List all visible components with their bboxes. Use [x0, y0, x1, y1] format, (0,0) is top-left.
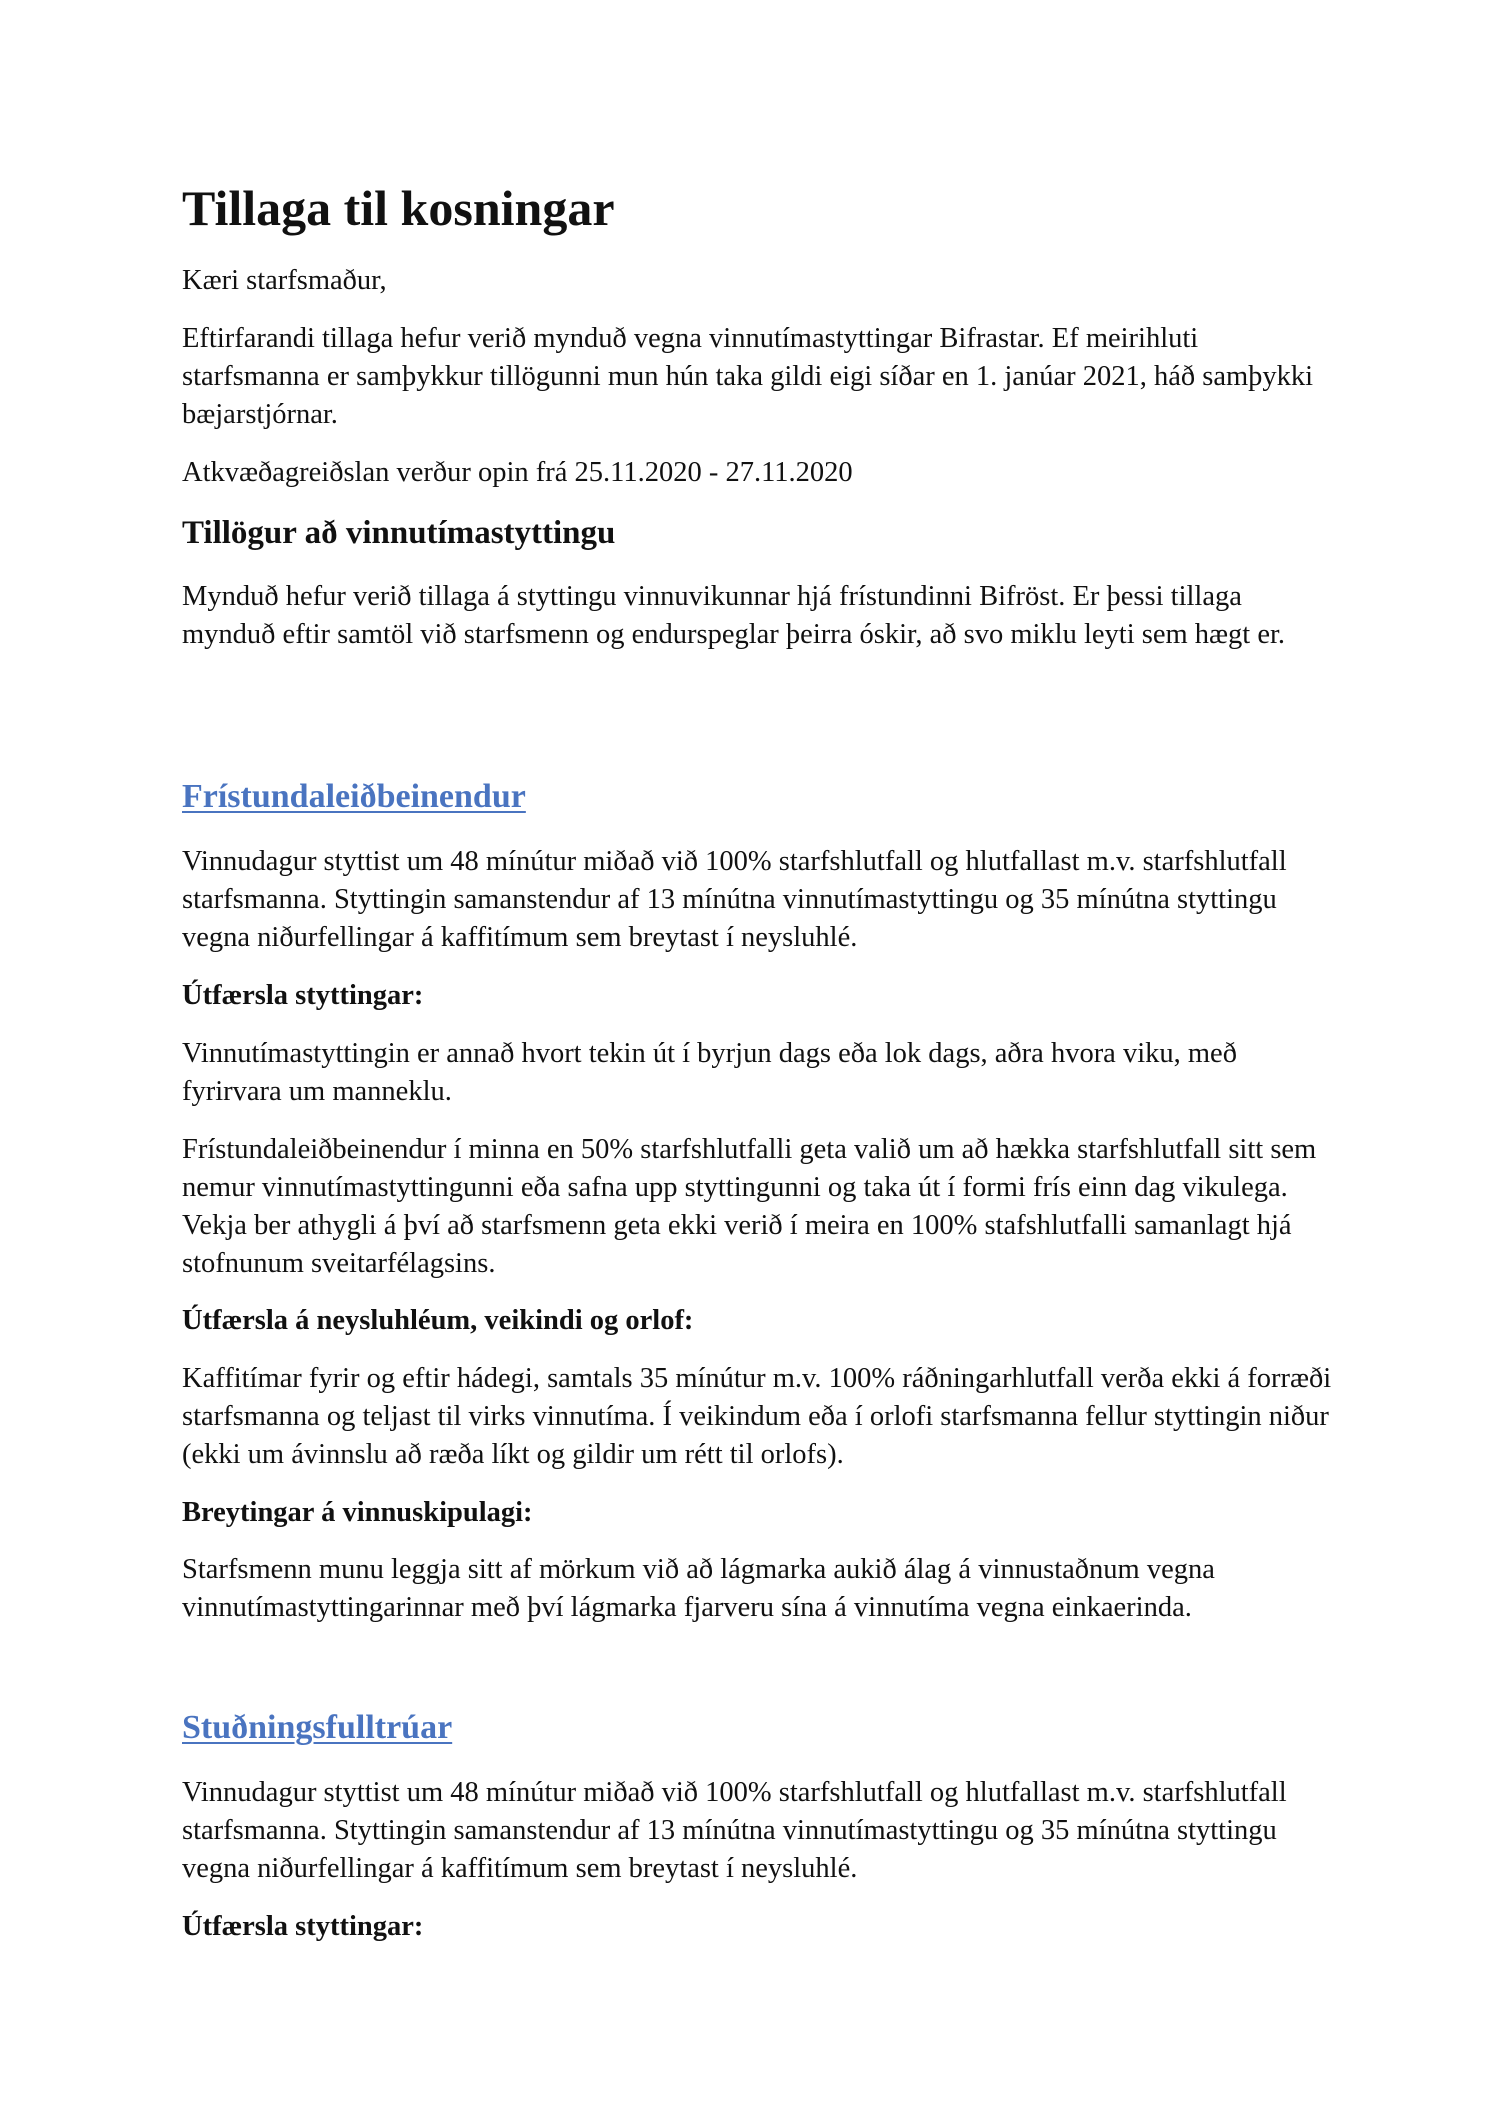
voting-period: Atkvæðagreiðslan verður opin frá 25.11.2020 - 27.11.2020 — [182, 457, 853, 488]
section1-paragraph-1: Vinnudagur styttist um 48 mínútur miðað við 100% starfshlutfall og hlutfallast m.v. starfshlutfall starfsmanna. Styttingin samanstendur af 13 mínútna vinnutímastyttingu og 35 mínútna styttingu vegna niðurfellingar á kaffitímum sem breytast í neysluhlé. — [182, 846, 1287, 953]
page-title: Tillaga til kosningar — [182, 180, 615, 236]
section-heading-fristundaleidbeinendur[interactable]: Frístundaleiðbeinendur — [182, 778, 526, 815]
section1-paragraph-4: Kaffitímar fyrir og eftir hádegi, samtals 35 mínútur m.v. 100% ráðningarhlutfall verða ekki á forræði starfsmanna og teljast til virks vinnutíma. Í veikindum eða í orlofi starfsmanna fellur styttingin niður (ekki um ávinnslu að ræða líkt og gildir um rétt til orlofs). — [182, 1363, 1332, 1470]
section1-paragraph-3: Frístundaleiðbeinendur í minna en 50% starfshlutfalli geta valið um að hækka starfshlutfall sitt sem nemur vinnutímastyttingunni eða safna upp styttingunni og taka út í formi frís einn dag vikulega. Vekja ber athygli á því að starfsmenn geta ekki verið í meira en 100% stafshlutfalli samanlagt hjá stofnunum sveitarfélagsins. — [182, 1134, 1317, 1279]
intro-paragraph: Eftirfarandi tillaga hefur verið mynduð vegna vinnutímastyttingar Bifrastar. Ef meirihluti starfsmanna er samþykkur tillögunni mun hún taka gildi eigi síðar en 1. janúar 2021, háð samþykki bæjarstjórnar. — [182, 323, 1314, 430]
section2-subheading-utfaersla-styttingar: Útfærsla styttingar: — [182, 1911, 424, 1942]
section2-paragraph-1: Vinnudagur styttist um 48 mínútur miðað við 100% starfshlutfall og hlutfallast m.v. starfshlutfall starfsmanna. Styttingin samanstendur af 13 mínútna vinnutímastyttingu og 35 mínútna styttingu vegna niðurfellingar á kaffitímum sem breytast í neysluhlé. — [182, 1777, 1287, 1884]
section1-subheading-utfaersla-styttingar: Útfærsla styttingar: — [182, 980, 424, 1011]
greeting: Kæri starfsmaður, — [182, 265, 387, 296]
section1-paragraph-2: Vinnutímastyttingin er annað hvort tekin út í byrjun dags eða lok dags, aðra hvora viku, með fyrirvara um manneklu. — [182, 1038, 1237, 1107]
section-heading-studningsfulltruar[interactable]: Stuðningsfulltrúar — [182, 1709, 453, 1746]
proposals-paragraph: Mynduð hefur verið tillaga á styttingu vinnuvikunnar hjá frístundinni Bifröst. Er þessi tillaga mynduð eftir samtöl við starfsmenn og endurspeglar þeirra óskir, að svo miklu leyti sem hægt er. — [182, 581, 1286, 650]
section1-paragraph-5: Starfsmenn munu leggja sitt af mörkum við að lágmarka aukið álag á vinnustaðnum vegna vinnutímastyttingarinnar með því lágmarka fjarveru sína á vinnutíma vegna einkaerinda. — [182, 1554, 1215, 1623]
section1-subheading-vinnuskipulag: Breytingar á vinnuskipulagi: — [182, 1497, 533, 1528]
proposals-heading: Tillögur að vinnutímastyttingu — [182, 515, 616, 551]
section1-subheading-neysluhle: Útfærsla á neysluhléum, veikindi og orlof: — [182, 1305, 694, 1336]
